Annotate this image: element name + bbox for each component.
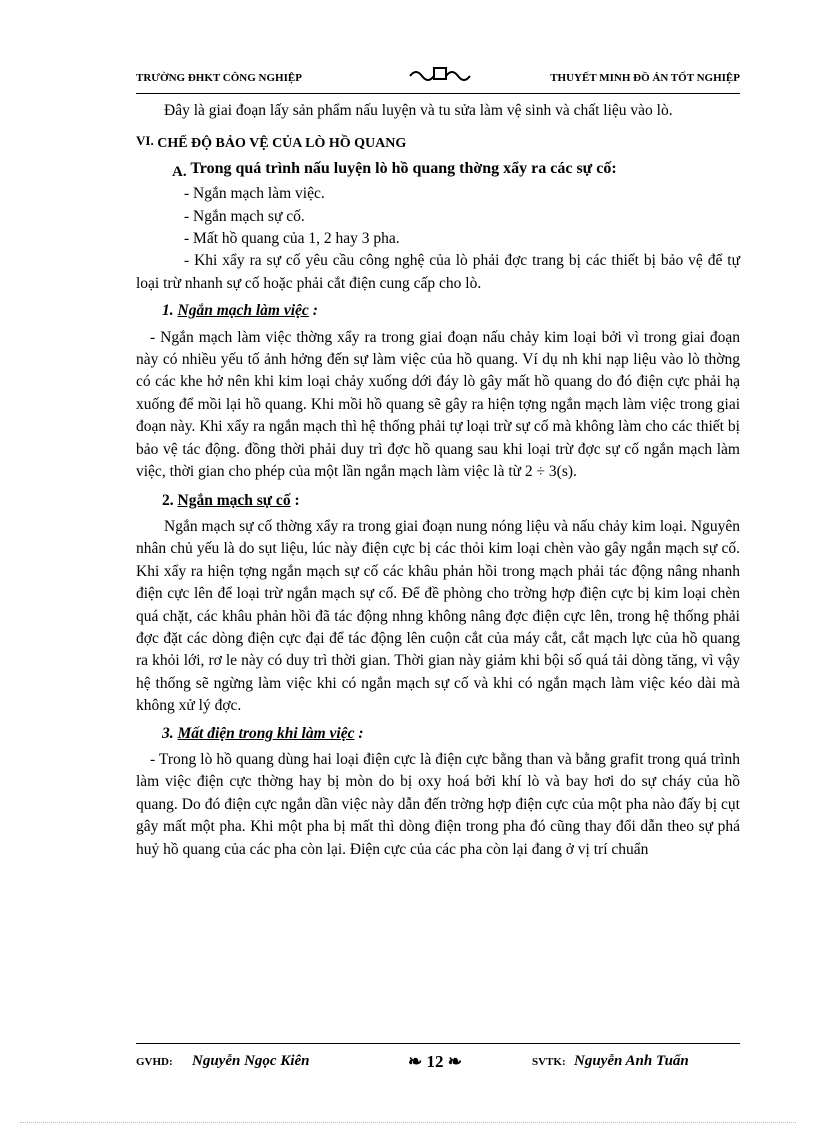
header-rule xyxy=(136,93,740,94)
list-item: - Ngắn mạch làm việc. xyxy=(184,185,325,203)
section-heading-vi xyxy=(136,130,740,155)
header-school: TRƯỜNG ĐHKT CÔNG NGHIỆP xyxy=(136,72,302,84)
subsection-heading-2 xyxy=(136,490,740,512)
footer-rule xyxy=(136,1043,740,1044)
page-number: 12 xyxy=(426,1052,444,1071)
list-paragraph-text: - Khi xẩy ra sự cố yêu cầu công nghệ của lò phải đợc trang bị các thiết bị bảo vệ để tự loại trừ nhanh sự cố hoặc phải cắt điện cung cấp cho lò. xyxy=(136,252,740,292)
document-body xyxy=(136,100,740,861)
section-title: CHẾ ĐỘ BẢO VỆ CỦA LÒ HỒ QUANG xyxy=(157,136,407,152)
section-number: VI. xyxy=(136,133,154,149)
page-footer xyxy=(136,1050,740,1076)
paragraph-1: - Ngắn mạch làm việc thờng xẩy ra trong giai đoạn nấu chảy kim loại bởi vì trong giai đoạn này có nhiều yếu tố ảnh hởng đến sự làm việc của hồ quang. Ví dụ nh khi nạp liệu vào lò thờng có các khe hở nên khi kim loại chảy xuống dới đáy lò gây mất hồ quang do đó điện cực phải hạ xuống để mồi lại hồ quang. Khi mồi hồ quang sẽ gây ra hiện tợng ngắn mạch làm việc trong giai đoạn này. Khi xẩy ra ngắn mạch thì hệ thống phải tự loại trừ sự cố mà không làm cho các thiết bị bảo vệ tác động. đồng thời phải duy trì đợc hồ quang sau khi loại trừ đợc sự cố ngắn mạch làm việc, thời gian cho phép của một lần ngắn mạch làm việc là từ 2 ÷ 3(s). xyxy=(136,328,740,481)
subsection-heading-3 xyxy=(136,723,740,745)
svtk-label: SVTK: xyxy=(532,1056,566,1068)
subsection-colon: : xyxy=(354,724,364,742)
leaf-ornament-icon: ❧ xyxy=(408,1052,423,1071)
list-item: - Ngắn mạch sự cố. xyxy=(184,207,305,225)
section-heading-a xyxy=(136,158,740,183)
paragraph-2: Ngắn mạch sự cố thờng xẩy ra trong giai đoạn nung nóng liệu và nấu chảy kim loại. Nguyên nhân chủ yếu là do sụt liệu, lúc này điện cực bị các thỏi kim loại chèn vào gây ngắn mạch sự cố. Khi xẩy ra hiện tợng ngắn mạch sự cố các khâu phản hồi trong mạch phải tác động nâng nhanh điện cực lên để loại trừ ngắn mạch sự cố. Để đề phòng cho trờng hợp điện cực bị kim loại chèn quá chặt, các khâu phản hồi đã tác động nhng không nâng đợc điện cực lên, trong hệ thống phải đợc đặt các dòng điện cực đại để tác động lên cuộn cắt của máy cắt, cắt mạch lực của hồ quang ra khỏi lới, rơ le này có duy trì thời gian. Thời gian này giảm khi bội số quá tải dòng tăng, vì vậy hệ thống sẽ ngừng làm việc khi có ngắn mạch sự cố và khi có ngắn mạch làm việc kéo dài mà không xử lý đợc. xyxy=(136,517,740,715)
page-header xyxy=(136,70,740,90)
subsection-colon: : xyxy=(290,491,300,509)
section-a-number: A. xyxy=(172,163,187,180)
subsection-title: Mất điện trong khi làm việc xyxy=(177,724,355,742)
subsection-number: 2. xyxy=(162,491,174,509)
intro-paragraph: Đây là giai đoạn lấy sản phẩm nấu luyện và tu sửa làm vệ sinh và chất liệu vào lò. xyxy=(164,102,673,119)
page-number-group xyxy=(408,1052,462,1072)
subsection-number: 3. xyxy=(162,724,174,742)
ornament-icon xyxy=(408,66,472,87)
gvhd-name: Nguyễn Ngọc Kiên xyxy=(192,1053,310,1069)
subsection-colon: : xyxy=(308,302,318,320)
section-a-title: Trong quá trình nấu luyện lò hồ quang thờng xẩy ra các sự cố: xyxy=(190,159,617,177)
svtk-name: Nguyễn Anh Tuấn xyxy=(574,1053,689,1069)
gvhd-label: GVHD: xyxy=(136,1056,173,1068)
leaf-ornament-icon: ❧ xyxy=(447,1052,462,1071)
list-item: - Mất hồ quang của 1, 2 hay 3 pha. xyxy=(184,230,400,248)
subsection-heading-1 xyxy=(136,300,740,322)
subsection-title: Ngắn mạch làm việc xyxy=(177,302,309,320)
paragraph-3: - Trong lò hồ quang dùng hai loại điện cực là điện cực bằng than và bằng grafit trong quá trình làm việc điện cực thờng hay bị mòn do bị oxy hoá bởi khí lò và bay hơi do sự cháy của hồ quang. Do đó điện cực ngắn dần việc này dẫn đến trờng hợp điện cực của một pha nào đấy bị cụt gây mất một pha. Khi một pha bị mất thì dòng điện trong pha đó cũng thay đổi dẫn theo sự phá huỷ hồ quang của các pha còn lại. Điện cực của các pha còn lại đang ở vị trí chuẩn xyxy=(136,750,740,858)
header-doc-title: THUYẾT MINH ĐỒ ÁN TỐT NGHIỆP xyxy=(550,72,740,84)
list-paragraph xyxy=(136,250,740,295)
subsection-title: Ngắn mạch sự cố xyxy=(177,491,291,509)
subsection-number: 1. xyxy=(162,302,174,320)
